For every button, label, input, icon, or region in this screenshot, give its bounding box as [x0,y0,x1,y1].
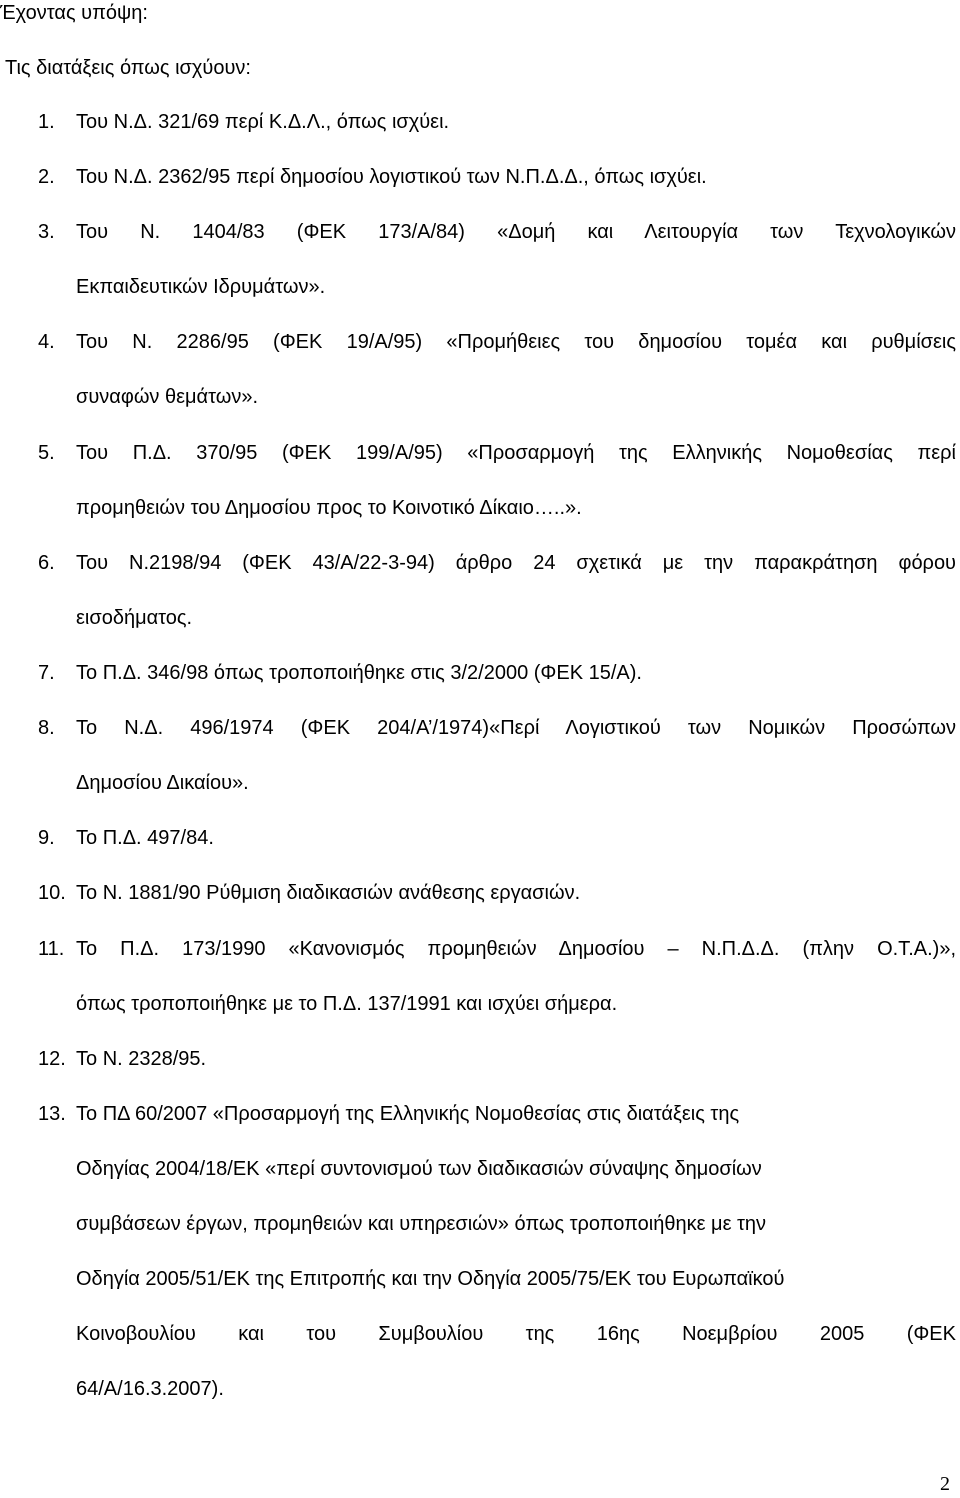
list-item-number: 6. [38,552,55,574]
list-item-number: 10. [38,882,66,904]
list-item-text: συναφών θεμάτων». [76,386,259,408]
list-item-text: προμηθειών του Δημοσίου προς το Κοινοτικό Δίκαιο…..». [76,497,582,519]
list-item-text: Εκπαιδευτικών Ιδρυμάτων». [76,276,326,298]
list-item-number: 8. [38,717,55,739]
document-heading: Έχοντας υπόψη: [0,2,148,24]
list-item-text: Οδηγίας 2004/18/ΕΚ «περί συντονισμού των διαδικασιών σύναψης δημοσίων [76,1158,762,1180]
intro-text: Τις διατάξεις όπως ισχύουν: [5,57,251,79]
list-item-text: Το Π.Δ. 173/1990 «Κανονισμός προμηθειών Δημοσίου – Ν.Π.Δ.Δ. (πλην Ο.Τ.Α.)», [76,938,956,960]
list-item-text: 64/Α/16.3.2007). [76,1378,224,1400]
list-item-text: Κοινοβουλίου και του Συμβουλίου της 16ης Νοεμβρίου 2005 (ΦΕΚ [76,1323,956,1345]
list-item-text: Το Ν. 1881/90 Ρύθμιση διαδικασιών ανάθεσης εργασιών. [76,882,581,904]
list-item-number: 2. [38,166,55,188]
list-item-number: 5. [38,442,55,464]
list-item-text: Το Π.Δ. 497/84. [76,827,214,849]
list-item-text: Το Π.Δ. 346/98 όπως τροποποιήθηκε στις 3/2/2000 (ΦΕΚ 15/Α). [76,662,642,684]
list-item-number: 12. [38,1048,66,1070]
list-item-number: 7. [38,662,55,684]
list-item-number: 3. [38,221,55,243]
list-item-number: 1. [38,111,55,133]
list-item-text: Του Ν. 2286/95 (ΦΕΚ 19/Α/95) «Προμήθειες του δημοσίου τομέα και ρυθμίσεις [76,331,956,353]
list-item-text: Το ΠΔ 60/2007 «Προσαρμογή της Ελληνικής Νομοθεσίας στις διατάξεις της [76,1103,740,1125]
list-item-text: εισοδήματος. [76,607,193,629]
list-item-text: όπως τροποποιήθηκε με το Π.Δ. 137/1991 και ισχύει σήμερα. [76,993,618,1015]
list-item-text: Το Ν. 2328/95. [76,1048,207,1070]
list-item-text: Του Π.Δ. 370/95 (ΦΕΚ 199/Α/95) «Προσαρμογή της Ελληνικής Νομοθεσίας περί [76,442,956,464]
list-item-text: Του Ν.Δ. 321/69 περί Κ.Δ.Λ., όπως ισχύει. [76,111,450,133]
list-item-text: Του Ν. 1404/83 (ΦΕΚ 173/Α/84) «Δομή και Λειτουργία των Τεχνολογικών [76,221,956,243]
list-item-number: 9. [38,827,55,849]
list-item-text: συμβάσεων έργων, προμηθειών και υπηρεσιών» όπως τροποποιήθηκε με την [76,1213,767,1235]
list-item-number: 11. [38,938,65,960]
list-item-text: Το Ν.Δ. 496/1974 (ΦΕΚ 204/Α’/1974)«Περί Λογιστικού των Νομικών Προσώπων [76,717,956,739]
list-item-text: Του Ν.2198/94 (ΦΕΚ 43/Α/22-3-94) άρθρο 24 σχετικά με την παρακράτηση φόρου [76,552,956,574]
list-item-text: Δημοσίου Δικαίου». [76,772,249,794]
list-item-number: 4. [38,331,55,353]
page-number: 2 [940,1473,950,1495]
list-item-number: 13. [38,1103,66,1125]
list-item-text: Οδηγία 2005/51/ΕΚ της Επιτροπής και την Οδηγία 2005/75/ΕΚ του Ευρωπαϊκού [76,1268,785,1290]
list-item-text: Του Ν.Δ. 2362/95 περί δημοσίου λογιστικού των Ν.Π.Δ.Δ., όπως ισχύει. [76,166,707,188]
